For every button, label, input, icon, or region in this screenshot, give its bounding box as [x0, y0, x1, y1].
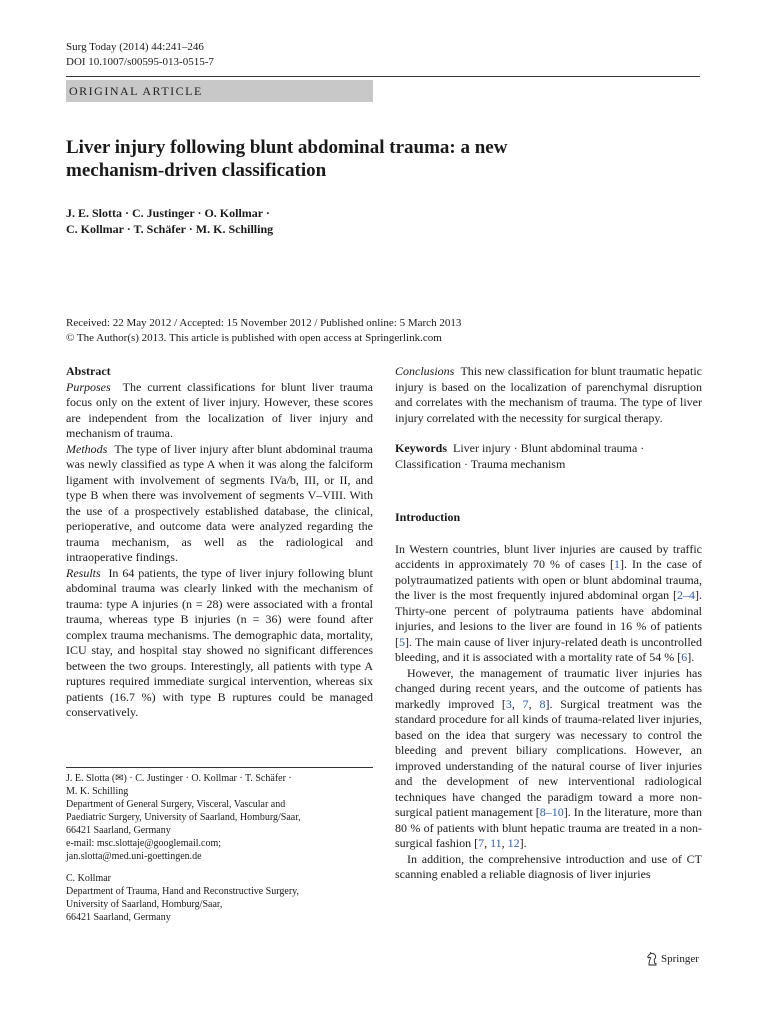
copyright-line: © The Author(s) 2013. This article is published with open access at Springerlink.com	[66, 332, 442, 344]
abstract-methods	[66, 442, 373, 566]
title-line-1: Liver injury following blunt abdominal trauma: a new	[66, 137, 508, 158]
affil-1-email-2[interactable]: jan.slotta@med.uni-goettingen.de	[66, 851, 202, 862]
intro-text: ]. In the case of polytraumatized patients with open or blunt abdominal trauma, the liver is the most frequently injured abdominal organ [	[395, 557, 703, 602]
ref-link[interactable]: 5	[399, 634, 405, 649]
affil-2-dept: Department of Trauma, Hand and Reconstructive Surgery,	[66, 886, 300, 897]
affil-1-names: J. E. Slotta (✉) · C. Justinger · O. Kollmar · T. Schäfer ·	[66, 773, 292, 784]
methods-label: Methods	[66, 441, 108, 456]
ref-separator: ,	[501, 836, 508, 850]
authors-line-1: J. E. Slotta · C. Justinger · O. Kollmar ·	[66, 206, 270, 220]
intro-paragraph-2	[395, 666, 702, 852]
intro-paragraph-1	[395, 542, 702, 666]
affil-1-names-cont: M. K. Schilling	[66, 786, 129, 797]
keywords	[395, 441, 702, 472]
intro-paragraph-3: In addition, the comprehensive introduction and use of CT scanning enabled a reliable diagnosis of liver injuries	[395, 851, 702, 881]
publication-dates	[66, 316, 461, 346]
authors-line-2: C. Kollmar · T. Schäfer · M. K. Schilling	[66, 222, 274, 236]
chess-knight-icon	[646, 952, 658, 966]
ref-link[interactable]: 2–4	[677, 588, 695, 602]
ref-link[interactable]: 11	[490, 836, 502, 850]
conclusions-label: Conclusions	[395, 364, 455, 378]
publisher-logo	[646, 951, 699, 967]
ref-separator: ,	[528, 696, 540, 711]
footnote-rule	[66, 767, 373, 768]
intro-text: ]. The main cause of liver injury-related death is uncontrolled bleeding, and it is associated with a mortality rate of 54 % [	[395, 634, 702, 664]
author-list	[66, 205, 273, 237]
intro-text: ]. In the literature, more than 80 % of patients with blunt hepatic trauma are treated in a non-surgical fashion [	[395, 805, 703, 850]
ref-link[interactable]: 7	[522, 696, 529, 711]
introduction-heading: Introduction	[395, 510, 461, 524]
ref-separator: ,	[511, 696, 523, 711]
purposes-text: The current classifications for blunt liver trauma focus only on the extent of liver injury. However, these scores are independent from the localization of liver injury and mechanism of trauma.	[66, 379, 373, 440]
abstract-column	[66, 364, 373, 721]
ref-link[interactable]: 3	[505, 696, 512, 711]
ref-link[interactable]: 6	[681, 650, 688, 664]
affil-2-city: 66421 Saarland, Germany	[66, 912, 171, 923]
affil-2-name: C. Kollmar	[66, 873, 111, 884]
ref-link[interactable]: 1	[614, 557, 621, 571]
journal-citation: Surg Today (2014) 44:241–246	[66, 41, 204, 53]
right-column	[395, 364, 702, 883]
citation-header	[66, 40, 214, 70]
affil-1-city: 66421 Saarland, Germany	[66, 825, 171, 836]
ref-link[interactable]: 8	[539, 696, 546, 711]
keywords-text: Liver injury · Blunt abdominal trauma · Classification · Trauma mechanism	[395, 441, 645, 471]
intro-text: ]. Thirty-one percent of polytrauma patients have abdominal injuries, and lesions to the liver are found in 16 % of patients [	[395, 588, 702, 649]
ref-link[interactable]: 12	[507, 836, 520, 850]
article-title	[66, 136, 626, 182]
ref-link[interactable]: 8–10	[539, 805, 564, 819]
abstract-results	[66, 566, 373, 721]
ref-link[interactable]: 7	[478, 836, 485, 850]
intro-text: ]. Surgical treatment was the standard procedure for all kinds of trauma-related liver injuries, based on the idea that surgery was necessary to control the bleeding and prevent biliary complications. However, an improved understanding of the natural course of liver injuries and the development of new interventional radiological techniques have changed the paradigm toward a more non-surgical patient management [	[395, 696, 703, 819]
affil-1-dept-cont: Paediatric Surgery, University of Saarland, Homburg/Saar,	[66, 812, 301, 823]
intro-text: In Western countries, blunt liver injuries are caused by traffic accidents in approximately 70 % of cases [	[395, 541, 702, 571]
ref-separator: ,	[484, 836, 491, 850]
header-rule	[66, 76, 700, 77]
affiliations	[66, 772, 373, 924]
doi: DOI 10.1007/s00595-013-0515-7	[66, 56, 214, 68]
publisher-name: Springer	[661, 953, 699, 965]
methods-text: The type of liver injury after blunt abdominal trauma was newly classified as type A when it was along the falciform ligament with involvement of segments IVa/b, III, or II, and type B when there was involvement of segments V–VIII. With the use of a prospectively established database, the clinical, perioperative, and outcome data were analyzed regarding the trauma mechanism, as well as the radiological and intraoperative findings.	[66, 441, 373, 564]
keywords-label: Keywords	[395, 441, 447, 455]
abstract-purposes	[66, 380, 373, 442]
abstract-heading: Abstract	[66, 364, 111, 378]
conclusions-text: This new classification for blunt traumatic hepatic injury is based on the localization of parenchymal disruption and correlates with the mechanism of trauma. The type of liver injury correlated with the necessity for surgical therapy.	[395, 364, 702, 425]
intro-text: ].	[519, 836, 527, 850]
abstract-conclusions	[395, 364, 702, 426]
intro-text: However, the management of traumatic liver injuries has changed during recent years, and the outcome of patients has markedly improved [	[395, 665, 702, 711]
results-text: In 64 patients, the type of liver injury following blunt abdominal trauma was clearly linked with the mechanism of trauma: type A injuries (n = 28) were associated with a frontal trauma, whereas type B injuries (n = 36) were found after complex trauma mechanisms. The demographic data, mortality, ICU stay, and hospital stay showed no significant differences between the two groups. Interestingly, all patients with type A ruptures required immediate surgical intervention, whereas six patients (16.7 %) with type B ruptures could be managed conservatively.	[66, 565, 373, 719]
purposes-label: Purposes	[66, 379, 111, 394]
article-type-banner: ORIGINAL ARTICLE	[66, 80, 373, 102]
affil-2-dept-cont: University of Saarland, Homburg/Saar,	[66, 899, 223, 910]
affil-1-dept: Department of General Surgery, Visceral, Vascular and	[66, 799, 286, 810]
intro-text: ].	[687, 650, 695, 664]
affil-1-email[interactable]: e-mail: msc.slottaje@googlemail.com;	[66, 838, 222, 849]
results-label: Results	[66, 565, 101, 580]
title-line-2: mechanism-driven classification	[66, 160, 327, 181]
dates-line: Received: 22 May 2012 / Accepted: 15 November 2012 / Published online: 5 March 2013	[66, 317, 462, 329]
